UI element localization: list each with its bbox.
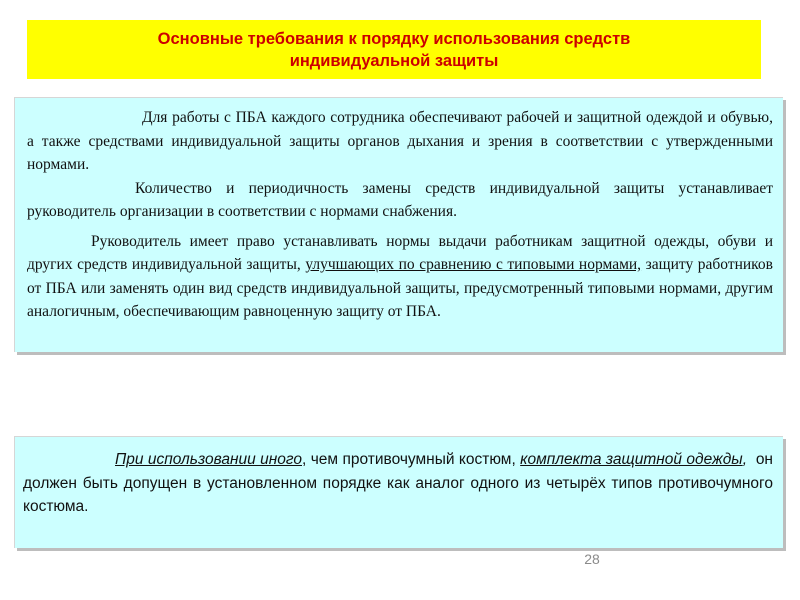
paragraph-3: Руководитель имеет право устанавливать нормы выдачи работникам защитной одежды, обуви и других средств индивидуальной защиты, улучшающих по сравнению с типовыми нормами, защиту работников от ПБА или заменять один вид средств индивидуальной защиты, предусмотренный типовыми нормами, другим аналогичным, обеспечивающим равноценную защиту от ПБА. <box>27 232 773 320</box>
paragraph-1: Для работы с ПБА каждого сотрудника обеспечивают рабочей и защитной одеждой и обувью, а также средствами индивидуальной защиты органов дыхания и зрения в соответствии с утвержденными нормами. <box>27 109 773 173</box>
paragraph-2: Количество и периодичность замены средств индивидуальной защиты устанавливает руководитель организации в соответствии с нормами снабжения. <box>27 179 773 220</box>
requirements-text-block <box>14 97 783 352</box>
note-paragraph: При использовании иного, чем противочумный костюм, комплекта защитной одежды, он должен быть допущен в установленном порядке как аналог одного из четырёх типов противочумного костюма. <box>23 451 773 515</box>
slide-title-line2: индивидуальной защиты <box>289 51 499 70</box>
underlined-phrase-2: комплекта защитной одежды <box>520 451 743 468</box>
slide-title <box>27 20 761 79</box>
underlined-phrase: улучшающих по сравнению с типовыми нормами, <box>305 256 642 273</box>
protective-suit-note-block <box>14 436 783 548</box>
page-number: 28 <box>584 551 600 567</box>
slide-title-line1: Основные требования к порядку использования средств <box>157 29 631 48</box>
underlined-phrase-1: При использовании иного <box>115 451 302 468</box>
